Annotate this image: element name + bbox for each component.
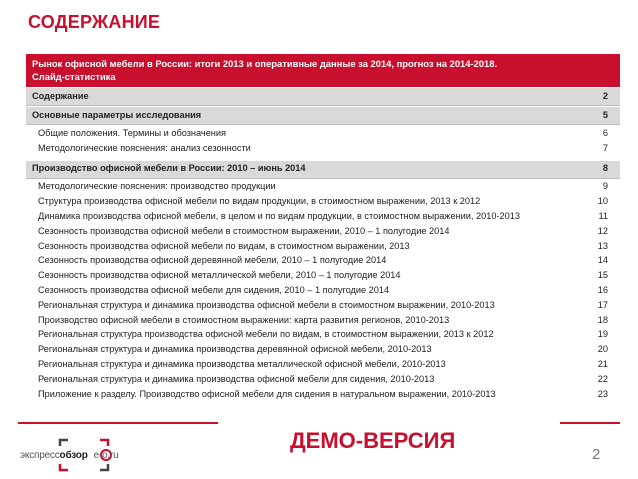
toc-page-number: 18 [597,314,608,325]
toc-page-number: 22 [597,373,608,384]
toc-entry-title: Приложение к разделу. Производство офисной мебели для сидения в натуральном выражении, 2010-2013 [38,389,496,399]
toc-item-row[interactable] [26,387,620,402]
toc-entry-title: Методологические пояснения: анализ сезонности [38,143,251,153]
toc-page-number: 14 [597,255,608,266]
toc-item-row[interactable] [26,254,620,269]
toc-page-number: 9 [602,181,608,192]
toc-entry-title: Сезонность производства офисной металлической мебели, 2010 – 1 полугодие 2014 [38,271,401,281]
footer-divider-left [18,422,218,424]
report-title-banner [26,54,620,87]
logo-mid: обзор [59,450,88,461]
footer-divider-right [560,422,620,424]
toc-entry-title: Региональная структура производства офисной мебели по видам, в стоимостном выражении, 2013 к 2012 [38,330,494,340]
toc-page-number: 11 [598,210,608,221]
slide-number: 2 [592,446,601,463]
report-title: Рынок офисной мебели в России: итоги 2013 и оперативные данные за 2014, прогноз на 2014-2018. [32,58,498,69]
toc-item-row[interactable] [26,283,620,298]
expressobzor-logo[interactable] [20,438,150,472]
toc-section-row[interactable] [26,107,620,125]
toc-page-number: 7 [602,142,608,153]
toc-page-number: 5 [602,109,608,120]
table-of-contents [26,88,620,402]
toc-entry-title: Производство офисной мебели в России: 2010 – июнь 2014 [32,164,306,174]
report-subtitle: Слайд-статистика [32,70,116,82]
toc-page-number: 8 [602,163,608,174]
toc-page-number: 13 [597,240,608,251]
toc-item-row[interactable] [26,126,620,141]
toc-entry-title: Сезонность производства офисной мебели по видам, в стоимостном выражении, 2013 [38,241,410,251]
toc-page-number: 21 [597,358,608,369]
toc-entry-title: Региональная структура и динамика производства деревянной офисной мебели, 2010-2013 [38,345,432,355]
toc-entry-title: Региональная структура и динамика производства металлической офисной мебели, 2010-2013 [38,359,446,369]
toc-page-number: 2 [602,90,608,101]
toc-item-row[interactable] [26,180,620,195]
toc-item-row[interactable] [26,239,620,254]
toc-section-row[interactable] [26,88,620,106]
toc-entry-title: Методологические пояснения: производство продукции [38,182,276,192]
toc-page-number: 20 [597,344,608,355]
toc-entry-title: Сезонность производства офисной мебели в стоимостном выражении, 2010 – 1 полугодие 2014 [38,226,450,236]
toc-item-row[interactable] [26,194,620,209]
page-title: СОДЕРЖАНИЕ [28,12,161,32]
toc-item-row[interactable] [26,141,620,156]
toc-item-row[interactable] [26,342,620,357]
toc-page-number: 17 [597,299,608,310]
toc-item-row[interactable] [26,357,620,372]
toc-entry-title: Региональная структура и динамика производства офисной мебели для сидения, 2010-2013 [38,374,435,384]
logo-domain: e-o.ru [93,450,119,461]
toc-page-number: 10 [597,196,608,207]
toc-entry-title: Основные параметры исследования [32,110,202,120]
toc-item-row[interactable] [26,372,620,387]
toc-item-row[interactable] [26,224,620,239]
toc-section-row[interactable] [26,161,620,179]
toc-page-number: 6 [602,127,608,138]
toc-entry-title: Динамика производства офисной мебели, в целом и по видам продукции, в стоимостном выражении, 2010-2013 [38,211,520,221]
toc-item-row[interactable] [26,268,620,283]
toc-entry-title: Региональная структура и динамика производства офисной мебели в стоимостном выражении, 2010-2013 [38,300,495,310]
logo-prefix: экспресс [20,450,60,461]
toc-entry-title: Производство офисной мебели в стоимостном выражении: карта развития регионов, 2010-2013 [38,315,450,325]
toc-page-number: 19 [597,329,608,340]
toc-page-number: 16 [597,284,608,295]
toc-entry-title: Структура производства офисной мебели по видам продукции, в стоимостном выражении, 2013 к 2012 [38,197,481,207]
toc-entry-title: Общие положения. Термины и обозначения [38,128,226,138]
toc-item-row[interactable] [26,328,620,343]
toc-item-row[interactable] [26,313,620,328]
toc-entry-title: Сезонность производства офисной деревянной мебели, 2010 – 1 полугодие 2014 [38,256,387,266]
toc-page-number: 23 [597,388,608,399]
logo-text [20,450,119,461]
demo-version-label: ДЕМО-ВЕРСИЯ [290,428,456,453]
toc-item-row[interactable] [26,298,620,313]
toc-entry-title: Содержание [32,91,89,101]
toc-page-number: 15 [597,270,608,281]
toc-entry-title: Сезонность производства офисной мебели для сидения, 2010 – 1 полугодие 2014 [38,285,390,295]
toc-page-number: 12 [597,225,608,236]
toc-item-row[interactable] [26,209,620,224]
